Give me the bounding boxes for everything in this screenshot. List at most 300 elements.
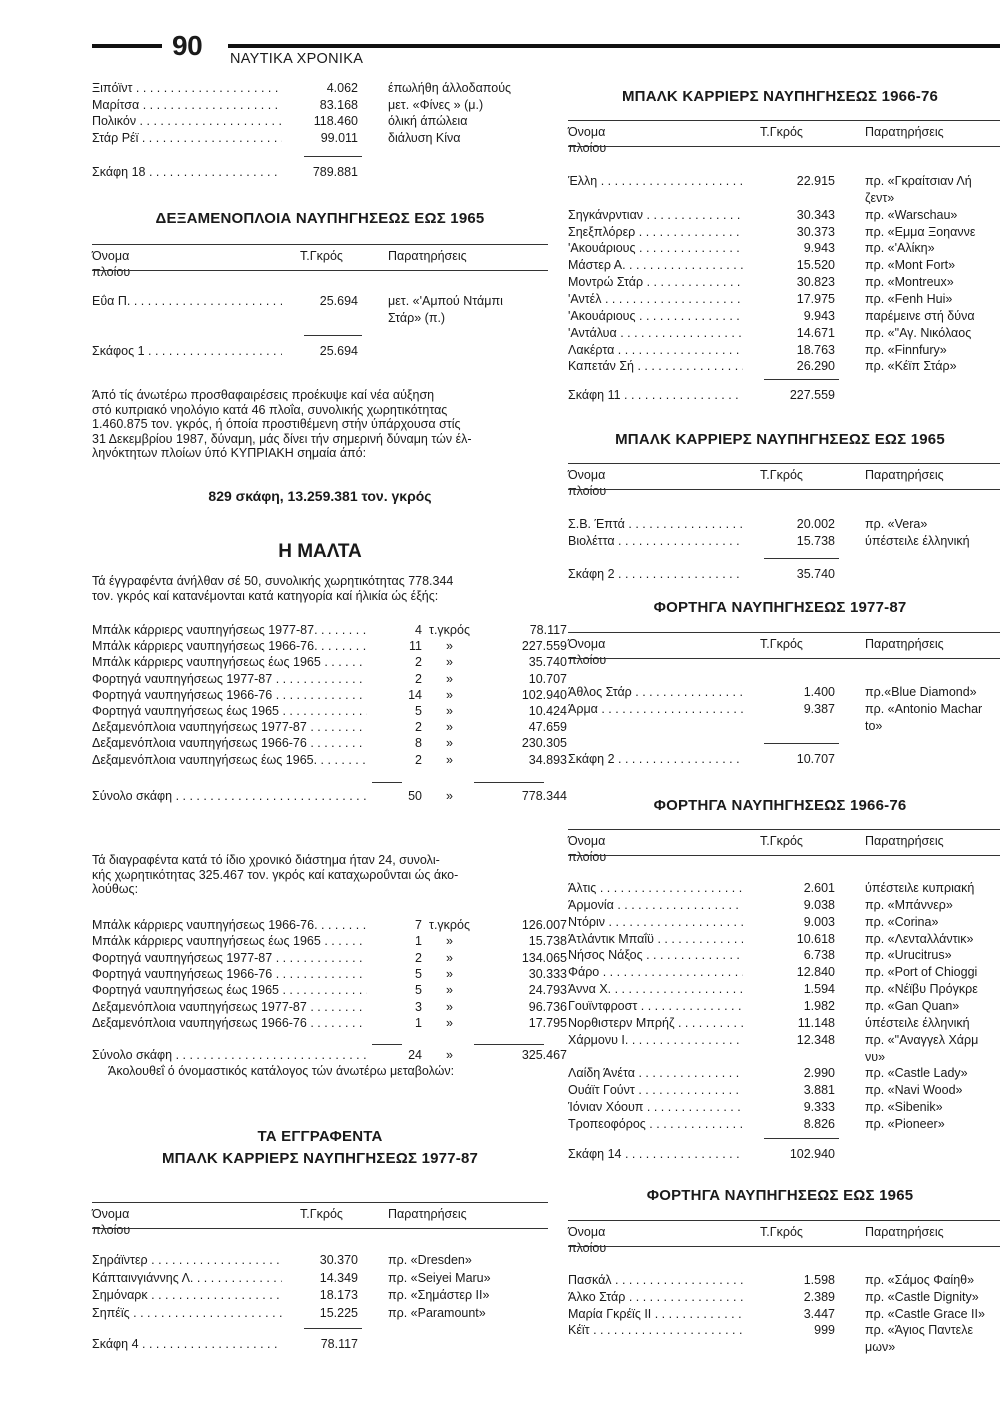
total-tonnage: 35.740 — [796, 567, 835, 581]
table-row — [0, 173, 1000, 189]
table-row — [0, 914, 1000, 930]
ship-count: 2 — [415, 655, 422, 670]
gross-tonnage: 10.707 — [528, 671, 567, 686]
gross-tonnage: 9.333 — [803, 1100, 835, 1115]
category: Δεξαμενόπλοια ναυπηγήσεως 1977-87 . . . — [92, 719, 367, 735]
notes: πρ. «Pioneer» — [865, 1116, 945, 1131]
ship-name: Φάρο . . . — [568, 964, 743, 980]
header-name: Όνομα πλοίου — [568, 468, 607, 498]
gross-tonnage: 14.349 — [319, 1270, 358, 1285]
notes: ύπέστειλε έλληνική — [865, 534, 970, 548]
total-rule — [764, 558, 839, 559]
total-count: 24 — [408, 1048, 422, 1062]
total-tonnage: 325.467 — [521, 1048, 567, 1062]
unit: » — [446, 704, 453, 718]
ship-name: Άννα Χ. . . . — [568, 981, 743, 997]
ship-name: Άρμονία . . . — [568, 897, 743, 913]
total-label: Σκάφη 2 . . . — [568, 751, 743, 767]
bold-summary: 829 σκάφη, 13.259.381 τον. γκρός — [208, 488, 432, 504]
table-row — [0, 224, 1000, 240]
notes: πρ. «Castle Lady» — [865, 1066, 968, 1081]
gross-tonnage: 10.424 — [528, 704, 567, 718]
ship-name: Μαρίτσα . . . — [92, 97, 282, 113]
notes: παρέμεινε στή δύνα — [865, 308, 975, 323]
header-notes: Παρατηρήσεις — [865, 468, 944, 482]
category: Δεξαμενόπλοια ναυπηγήσεως 1966-76 . . . — [92, 735, 367, 751]
notes: πρ. «Mont Fort» — [865, 258, 956, 273]
total-tonnage: 25.694 — [319, 344, 358, 358]
category-row — [92, 638, 567, 654]
ship-name: Ξιπόϊντ . . . — [92, 80, 282, 96]
gross-tonnage: 35.740 — [528, 655, 567, 670]
gross-tonnage: 9.387 — [803, 702, 835, 716]
header-name: Όνομα πλοίου — [92, 1207, 131, 1237]
total-rule — [304, 156, 362, 157]
table-row — [0, 257, 1000, 273]
notes: ζεντ» — [865, 190, 895, 205]
header-notes: Παρατηρήσεις — [865, 834, 944, 848]
notes: πρ. «Port of Chioggi — [865, 965, 978, 980]
gross-tonnage: 26.290 — [796, 359, 835, 374]
table-row — [0, 308, 1000, 324]
ship-count: 7 — [415, 918, 422, 932]
ship-name: Σημόναρκ . . . — [92, 1287, 282, 1303]
header-notes: Παρατηρήσεις — [388, 1207, 467, 1221]
gross-tonnage: 78.117 — [529, 623, 567, 637]
ship-name: Στάρ Ρέϊ . . . — [92, 130, 282, 146]
ship-name: Καπετάν Σή . . . — [568, 358, 743, 374]
paragraph-line: Τά έγγραφέντα άνήλθαν σέ 50, συνολικής χωρητικότητας 778.344 — [92, 574, 454, 588]
notes: νυ» — [865, 1049, 886, 1064]
gross-tonnage: 17.795 — [528, 1015, 567, 1030]
header-tonnage: Τ.Γκρός — [760, 1225, 803, 1239]
gross-tonnage: 99.011 — [320, 130, 358, 145]
notes: πρ. «Λενταλλάντικ» — [865, 931, 974, 946]
ship-name: Τροπεοφόρος . . . — [568, 1116, 743, 1132]
unit: τ.γκρός — [429, 918, 470, 932]
total-row — [0, 566, 1000, 582]
gross-tonnage: 9.943 — [803, 241, 835, 256]
category: Μπάλκ κάρριερς ναυπηγήσεως 1966-76. . . . — [92, 638, 367, 654]
paragraph-line: τον. γκρός καί κατανέμονται κατά κατηγορία καί ήλικία ώς έξής: — [92, 588, 439, 603]
category: Φορτηγά ναυπηγήσεως έως 1965 . . . — [92, 703, 367, 719]
notes: πρ. «Castle Grace II» — [865, 1306, 985, 1321]
gross-tonnage: 227.559 — [521, 639, 567, 654]
header-tonnage: Τ.Γκρός — [760, 637, 803, 651]
section-title-bulk-65: ΜΠΑΛΚ ΚΑΡΡΙΕΡΣ ΝΑΥΠΗΓΗΣΕΩΣ ΕΩΣ 1965 — [615, 431, 945, 448]
category-row — [92, 622, 567, 638]
category: Φορτηγά ναυπηγήσεως 1977-87 . . . — [92, 671, 367, 687]
gross-tonnage: 1.598 — [803, 1273, 835, 1287]
ship-name: Ουάϊτ Γούντ . . . — [568, 1082, 743, 1098]
gross-tonnage: 30.343 — [796, 207, 835, 222]
table-rule-top — [92, 1202, 548, 1203]
ship-name: Μάστερ Α. . . . — [568, 257, 743, 273]
table-row — [0, 981, 1000, 997]
table-row — [0, 1339, 1000, 1355]
gross-tonnage: 1.400 — [803, 685, 835, 699]
ship-name: Άθλος Στάρ . . . — [568, 684, 743, 700]
notes: όλική άπώλεια — [388, 114, 468, 128]
section-title-bulk-6676: ΜΠΑΛΚ ΚΑΡΡΙΕΡΣ ΝΑΥΠΗΓΗΣΕΩΣ 1966-76 — [621, 88, 939, 105]
table-row — [0, 190, 1000, 206]
gross-tonnage: 30.333 — [528, 966, 567, 981]
header-rule-left — [92, 44, 162, 48]
category-row — [92, 654, 567, 670]
malta-title: Η ΜΑΛΤΑ — [278, 541, 362, 562]
gross-tonnage: 12.840 — [796, 965, 835, 980]
total-label: Σκάφη 11 . . . — [568, 387, 743, 403]
gross-tonnage: 15.520 — [796, 258, 835, 273]
gross-tonnage: 118.460 — [313, 114, 358, 128]
gross-tonnage: 6.738 — [803, 948, 835, 963]
header-name: Όνομα πλοίου — [568, 637, 607, 667]
ship-name: Γουϊντφροστ . . . — [568, 998, 743, 1014]
table-row — [0, 1032, 1000, 1048]
ship-count: 5 — [415, 704, 422, 718]
ship-name: Πασκάλ . . . — [568, 1272, 743, 1288]
paragraph-line: 31 Δεκεμβρίου 1987, δύναμη, μάς δίνει τήν σημερινή δύναμη τών έλ- — [92, 431, 472, 446]
paragraph-line: Τά διαγραφέντα κατά τό ίδιο χρονικό διάστημα ήταν 24, συνολι- — [92, 853, 440, 867]
gross-tonnage: 15.225 — [319, 1305, 358, 1320]
gross-tonnage: 9.003 — [803, 914, 835, 929]
ship-count: 5 — [415, 983, 422, 998]
gross-tonnage: 18.173 — [319, 1288, 358, 1302]
ship-count: 2 — [415, 671, 422, 686]
gross-tonnage: 83.168 — [319, 97, 358, 112]
gross-tonnage: 25.694 — [319, 294, 358, 308]
gross-tonnage: 30.373 — [796, 224, 835, 239]
gross-tonnage: 1.982 — [803, 998, 835, 1013]
ship-count: 2 — [415, 720, 422, 735]
category: Φορτηγά ναυπηγήσεως έως 1965 . . . — [92, 982, 367, 998]
table-row — [0, 701, 1000, 717]
notes: πρ. «Εμμα Ξοηαννε — [865, 224, 976, 239]
category: Φορτηγά ναυπηγήσεως 1977-87 . . . — [92, 950, 367, 966]
gross-tonnage: 2.601 — [803, 881, 835, 895]
gross-tonnage: 3.881 — [803, 1083, 835, 1098]
unit: » — [446, 934, 453, 949]
unit: » — [446, 671, 453, 686]
header-tonnage: Τ.Γκρός — [300, 1207, 343, 1221]
gross-tonnage: 11.148 — [797, 1015, 835, 1030]
ship-count: 2 — [415, 950, 422, 965]
registered-total-rule-2 — [474, 782, 544, 783]
table-row — [0, 325, 1000, 341]
registered-total-rule — [372, 782, 402, 783]
notes: διάλυση Κίνα — [388, 130, 461, 145]
notes: πρ. «Seiyei Maru» — [388, 1270, 491, 1285]
header-name: Όνομα πλοίου — [568, 834, 607, 864]
paragraph-line: λούθως: — [92, 882, 139, 896]
notes: πρ. «"Αναγγελ Χάρμ — [865, 1032, 979, 1047]
ship-name: Σηεξπλόρερ . . . — [568, 224, 743, 240]
gross-tonnage: 1.594 — [803, 982, 835, 997]
ship-count: 1 — [415, 934, 422, 949]
gross-tonnage: 9.943 — [803, 308, 835, 323]
gross-tonnage: 34.893 — [528, 752, 567, 767]
ship-count: 14 — [408, 687, 422, 702]
notes: πρ. «Gan Quan» — [865, 998, 960, 1013]
table-row — [0, 684, 1000, 700]
table-row — [0, 516, 1000, 532]
header-notes: Παρατηρήσεις — [865, 125, 944, 139]
ship-name: Ντόριν . . . — [568, 914, 743, 930]
total-tonnage: 10.707 — [796, 752, 835, 766]
gross-tonnage: 30.823 — [796, 275, 835, 290]
gross-tonnage: 24.793 — [528, 983, 567, 998]
unit: » — [446, 983, 453, 998]
table-rule-bottom — [92, 1228, 548, 1229]
category-total-row — [92, 788, 567, 804]
section-title-registered: ΤΑ ΕΓΓΡΑΦΕΝΤΑ — [257, 1128, 383, 1145]
unit: » — [446, 752, 453, 767]
table-rule-top — [568, 829, 1000, 830]
gross-tonnage: 14.671 — [796, 325, 835, 340]
unit: » — [446, 789, 453, 803]
notes: πρ. «Castle Dignity» — [865, 1289, 979, 1304]
unit: » — [446, 950, 453, 965]
table-row — [0, 240, 1000, 256]
notes: πρ. «Νέϊβυ Πρόγκρε — [865, 982, 978, 997]
table-row — [0, 1049, 1000, 1065]
total-row — [0, 751, 1000, 767]
ship-name: Κάπταινγιάννης Λ. . . . — [92, 1270, 282, 1286]
table-row — [0, 947, 1000, 963]
gross-tonnage: 126.007 — [521, 918, 567, 932]
ship-name: Σηγκάνρντιαν . . . — [568, 207, 743, 223]
notes: πρ. «'Αλίκη» — [865, 241, 935, 256]
notes: πρ. «Fenh Hui» — [865, 291, 953, 306]
table-row — [0, 880, 1000, 896]
ship-name: 'Ακουάριους . . . — [568, 308, 743, 324]
gross-tonnage: 10.618 — [796, 931, 835, 946]
page-number: 90 — [172, 30, 203, 61]
notes: πρ. «Σάμος Φαίηθ» — [865, 1273, 975, 1287]
notes: μετ. «Φίνες » (μ.) — [388, 97, 484, 112]
gross-tonnage: 999 — [814, 1323, 835, 1338]
gross-tonnage: 4.062 — [326, 81, 358, 95]
ship-count: 2 — [415, 752, 422, 767]
notes: πρ. «Γκραίτσιαν Λή — [865, 174, 972, 188]
gross-tonnage: 17.975 — [796, 291, 835, 306]
table-row — [0, 1082, 1000, 1098]
table-row — [0, 1289, 1000, 1305]
ship-name: Λαίδη Άνέτα . . . — [568, 1065, 743, 1081]
table-rule-top — [568, 463, 1000, 464]
notes: πρ. «Urucitrus» — [865, 948, 952, 963]
notes: Στάρ» (π.) — [388, 311, 446, 325]
table-row — [0, 207, 1000, 223]
notes: πρ. «Montreux» — [865, 275, 954, 290]
total-tonnage: 789.881 — [312, 165, 358, 179]
ship-name: Άλκο Στάρ . . . — [568, 1289, 743, 1305]
total-rule — [764, 1138, 839, 1139]
unit: » — [446, 736, 453, 751]
total-label: Σκάφη 4 . . . — [92, 1336, 282, 1352]
total-row — [0, 387, 1000, 403]
total-count: 50 — [408, 789, 422, 803]
notes: πρ. «Μπάννερ» — [865, 897, 953, 912]
ship-name: Νορθιστερν Μπρήζ . . . — [568, 1015, 743, 1031]
notes: μετ. «'Αμπού Ντάμπι — [388, 294, 503, 308]
notes: πρ. «Antonio Machar — [865, 702, 983, 716]
table-row — [0, 274, 1000, 290]
table-row — [0, 1015, 1000, 1031]
table-row — [0, 998, 1000, 1014]
notes: έπωλήθη άλλοδαπούς — [388, 81, 512, 95]
ship-count: 1 — [415, 1015, 422, 1030]
category: Μπάλκ κάρριερς ναυπηγήσεως έως 1965 . . . — [92, 933, 367, 949]
table-row — [0, 130, 1000, 146]
header-tonnage: Τ.Γκρός — [760, 834, 803, 848]
category: Μπάλκ κάρριερς ναυπηγήσεως έως 1965 . . . — [92, 654, 367, 670]
header-name: Όνομα πλοίου — [92, 249, 131, 279]
section-title-cargo-65: ΦΟΡΤΗΓΑ ΝΑΥΠΗΓΗΣΕΩΣ ΕΩΣ 1965 — [646, 1187, 914, 1204]
table-row — [0, 358, 1000, 374]
table-rule-top — [568, 120, 1000, 121]
unit: » — [446, 999, 453, 1014]
notes: πρ. «Paramount» — [388, 1305, 486, 1320]
header-rule-right — [228, 44, 1000, 48]
gross-tonnage: 3.447 — [803, 1306, 835, 1321]
unit: » — [446, 639, 453, 654]
gross-tonnage: 18.763 — [796, 342, 835, 357]
ship-name: Σηπέϊς . . . — [92, 1305, 282, 1321]
section-title-bulk-7787: ΜΠΑΛΚ ΚΑΡΡΙΕΡΣ ΝΑΥΠΗΓΗΣΕΩΣ 1977-87 — [161, 1150, 479, 1167]
total-tonnage: 78.117 — [320, 1337, 358, 1351]
category: Δεξαμενόπλοια ναυπηγήσεως 1966-76 . . . — [92, 1015, 367, 1031]
ship-name: Ίόνιαν Χόουπ . . . — [568, 1099, 743, 1115]
table-rule-bottom — [568, 1246, 1000, 1247]
ship-name: Μοντρώ Στάρ . . . — [568, 274, 743, 290]
gross-tonnage: 47.659 — [528, 720, 567, 735]
notes: πρ. «Dresden» — [388, 1253, 472, 1267]
table-row — [0, 1252, 1000, 1268]
paragraph-line: Άπό τίς άνωτέρω προσθαφαιρέσεις προέκυψε καί νέα αύξηση — [92, 388, 435, 402]
total-rule — [764, 379, 839, 380]
ship-count: 8 — [415, 736, 422, 751]
header-name: Όνομα πλοίου — [568, 125, 607, 155]
magazine-title: ΝΑΥΤΙΚΑ ΧΡΟΝΙΚΑ — [230, 51, 364, 67]
category: Δεξαμενόπλοια ναυπηγήσεως 1977-87 . . . — [92, 999, 367, 1015]
gross-tonnage: 20.002 — [796, 517, 835, 531]
table-row — [0, 113, 1000, 129]
total-row — [0, 1146, 1000, 1162]
gross-tonnage: 15.738 — [528, 934, 567, 949]
notes: ύπέστειλε κυπριακή — [865, 881, 975, 895]
notes: to» — [865, 719, 883, 733]
ship-name: Κέϊτ . . . — [568, 1322, 743, 1338]
table-row — [0, 1116, 1000, 1132]
ship-name: Χάρμονυ Ι. . . . — [568, 1032, 743, 1048]
notes: πρ. «Σημάστερ ΙΙ» — [388, 1288, 490, 1302]
ship-name: Σηράϊντερ . . . — [92, 1252, 282, 1268]
total-tonnage: 778.344 — [521, 789, 567, 803]
total-label: Σκάφη 14 . . . — [568, 1146, 743, 1162]
ship-count: 3 — [415, 999, 422, 1014]
paragraph-line: 1.460.875 τον. γκρός, ή όποία προστιθέμενη στήν ύπάρχουσα στίς — [92, 417, 461, 431]
ship-name: Άτλάντικ Μπαΐϋ . . . — [568, 931, 743, 947]
gross-tonnage: 22.915 — [796, 174, 835, 188]
unit: » — [446, 1048, 453, 1062]
header-notes: Παρατηρήσεις — [865, 1225, 944, 1239]
total-label: Σκάφη 18 . . . — [92, 164, 282, 180]
ship-name: Βιολέττα . . . — [568, 533, 743, 549]
notes: πρ. «Vera» — [865, 517, 928, 531]
table-row — [0, 1099, 1000, 1115]
ship-name: 'Αντάλυα . . . — [568, 325, 743, 341]
paragraph-line: κής χωρητικότητας 325.467 τον. γκρός καί καταχωροΰνται ώς άκο- — [92, 867, 459, 882]
table-row — [0, 931, 1000, 947]
notes: πρ. «"Αγ. Νικόλαος — [865, 325, 972, 340]
ship-name: 'Αντέλ . . . — [568, 291, 743, 307]
unit: » — [446, 655, 453, 670]
notes: ύπέστειλε έλληνική — [865, 1015, 970, 1030]
category-row — [92, 735, 567, 751]
total-tonnage: 227.559 — [789, 388, 835, 402]
notes: μων» — [865, 1340, 896, 1355]
header-tonnage: Τ.Γκρός — [300, 249, 343, 263]
gross-tonnage: 230.305 — [521, 736, 567, 751]
notes: πρ. «Corina» — [865, 914, 939, 929]
ship-name: Μαρία Γκρέϊς ΙΙ . . . — [568, 1306, 743, 1322]
gross-tonnage: 8.826 — [803, 1116, 835, 1131]
table-rule-bottom — [568, 855, 1000, 856]
total-rule — [764, 743, 839, 744]
total-label: Σύνολο σκάφη . . . — [92, 788, 367, 804]
header-notes: Παρατηρήσεις — [865, 637, 944, 651]
paragraph-line: στό κυπριακό νηολόγιο κατά 46 πλοΐα, συνολικής χωρητικότητας — [92, 402, 448, 417]
notes: πρ. «Άγιος Παντελε — [865, 1323, 974, 1338]
table-row — [0, 1065, 1000, 1081]
category: Μπάλκ κάρριερς ναυπηγήσεως 1977-87. . . . — [92, 622, 367, 638]
ship-name: Νήσος Νάξος . . . — [568, 947, 743, 963]
unit: » — [446, 966, 453, 981]
table-rule-bottom — [568, 146, 1000, 147]
gross-tonnage: 30.370 — [319, 1253, 358, 1267]
gross-tonnage: 134.065 — [521, 950, 567, 965]
category: Φορτηγά ναυπηγήσεως 1966-76 . . . — [92, 966, 367, 982]
ship-name: Άρμα . . . — [568, 701, 743, 717]
gross-tonnage: 2.990 — [803, 1066, 835, 1081]
ship-name: Εΰα Π. . . . — [92, 293, 282, 309]
table-row — [0, 964, 1000, 980]
total-label: Σκάφη 2 . . . — [568, 566, 743, 582]
unit: τ.γκρός — [429, 623, 470, 637]
total-label: Σύνολο σκάφη . . . — [92, 1047, 367, 1063]
table-rule-top — [568, 1220, 1000, 1221]
ship-count: 11 — [409, 639, 422, 654]
notes: πρ. «Warschau» — [865, 207, 958, 222]
notes: πρ. «Finnfury» — [865, 342, 947, 357]
header-tonnage: Τ.Γκρός — [760, 125, 803, 139]
table-rule-bottom — [568, 658, 1000, 659]
ship-name: Έλλη . . . — [568, 173, 743, 189]
table-row — [0, 342, 1000, 358]
notes: πρ. «Sibenik» — [865, 1100, 943, 1115]
section-title-cargo-6676: ΦΟΡΤΗΓΑ ΝΑΥΠΗΓΗΣΕΩΣ 1966-76 — [653, 797, 907, 814]
paragraph-line: ληνόκτητων πλοίων ύπό ΚΥΠΡΙΑΚΗ σημαία άπό: — [92, 446, 367, 460]
gross-tonnage: 2.389 — [803, 1289, 835, 1304]
table-row — [0, 291, 1000, 307]
gross-tonnage: 9.038 — [803, 897, 835, 912]
table-row — [0, 1306, 1000, 1322]
unit: » — [446, 687, 453, 702]
ship-name: Λακέρτα . . . — [568, 342, 743, 358]
header-name: Όνομα πλοίου — [568, 1225, 607, 1255]
table-rule-bottom — [568, 489, 1000, 490]
